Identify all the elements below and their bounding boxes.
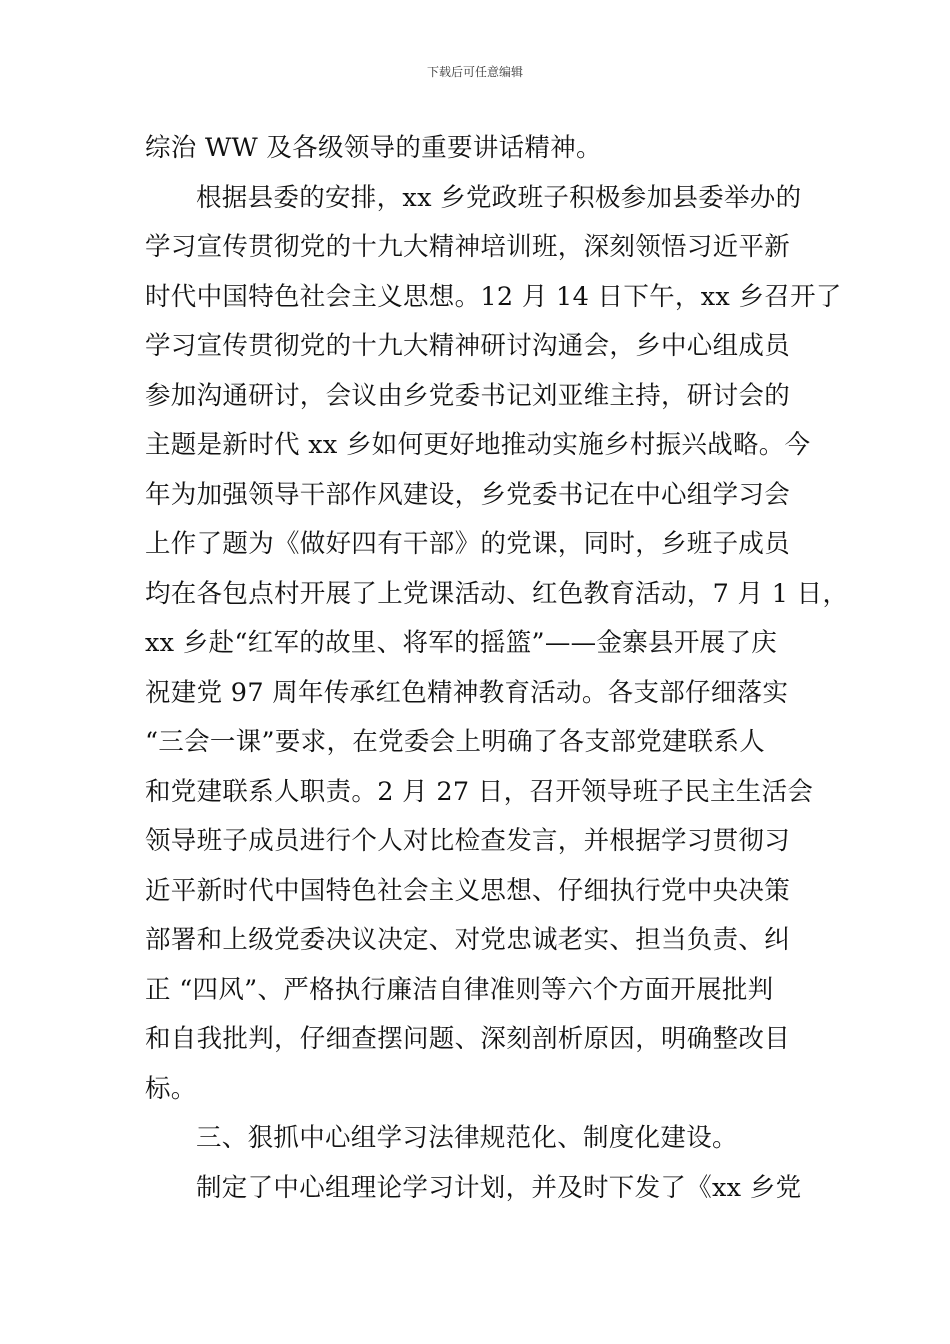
text-line: 年为加强领导干部作风建设，乡党委书记在中心组学习会 <box>145 479 791 510</box>
text-line: 学习宣传贯彻党的十九大精神培训班，深刻领悟习近平新 <box>145 232 791 262</box>
text-line: 根据县委的安排，xx 乡党政班子积极参加县委举办的 <box>196 182 802 213</box>
text-line: 祝建党 97 周年传承红色精神教育活动。各支部仔细落实 <box>145 677 789 708</box>
text-line: 时代中国特色社会主义思想。12 月 14 日下午，xx 乡召开了 <box>145 281 842 312</box>
text-line: 正 “四风”、严格执行廉洁自律准则等六个方面开展批判 <box>145 974 774 1005</box>
text-line: 近平新时代中国特色社会主义思想、仔细执行党中央决策 <box>145 875 791 906</box>
section-heading: 三、狠抓中心组学习法律规范化、制度化建设。 <box>196 1123 738 1153</box>
text-line: 标。 <box>145 1073 197 1104</box>
text-line: 上作了题为《做好四有干部》的党课，同时，乡班子成员 <box>145 529 791 559</box>
text-line: 领导班子成员进行个人对比检查发言，并根据学习贯彻习 <box>145 826 791 856</box>
text-line: “三会一课”要求，在党委会上明确了各支部党建联系人 <box>145 727 766 757</box>
text-line: 主题是新时代 xx 乡如何更好地推动实施乡村振兴战略。今 <box>145 430 811 460</box>
text-line: 参加沟通研讨，会议由乡党委书记刘亚维主持，研讨会的 <box>145 380 791 411</box>
text-line: 和自我批判，仔细查摆问题、深刻剖析原因，明确整改目 <box>145 1024 791 1054</box>
text-line: 均在各包点村开展了上党课活动、红色教育活动，7 月 1 日， <box>145 578 849 609</box>
text-line: 和党建联系人职责。2 月 27 日，召开领导班子民主生活会 <box>145 776 814 807</box>
text-line: 综治 WW 及各级领导的重要讲话精神。 <box>145 133 602 163</box>
page-header-note: 下载后可任意编辑 <box>426 65 523 79</box>
text-line: xx 乡赴“红军的故里、将军的摇篮”——金寨县开展了庆 <box>145 628 778 658</box>
document-body <box>145 124 849 1213</box>
text-line: 部署和上级党委决议决定、对党忠诚老实、担当负责、纠 <box>145 925 791 955</box>
text-line: 制定了中心组理论学习计划，并及时下发了《xx 乡党 <box>196 1172 802 1203</box>
text-line: 学习宣传贯彻党的十九大精神研讨沟通会，乡中心组成员 <box>145 331 791 361</box>
